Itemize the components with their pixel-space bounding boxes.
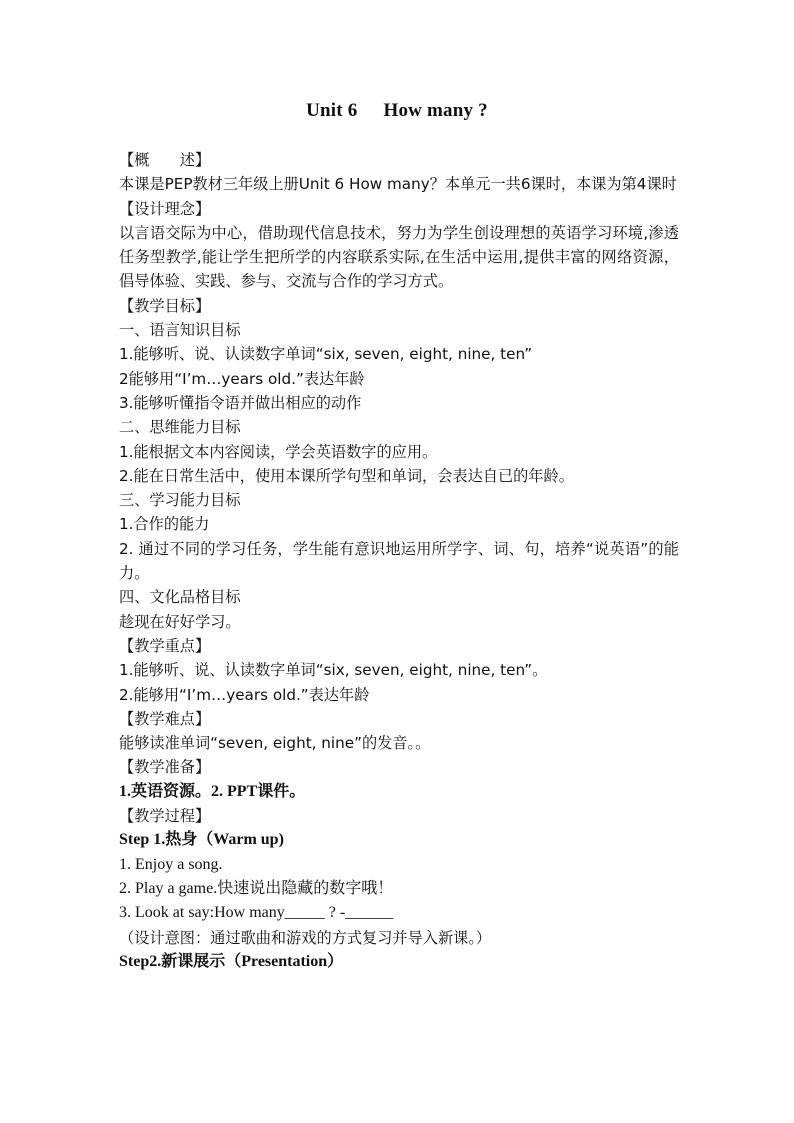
process-item: 2. Play a game.快速说出隐藏的数字哦！ <box>119 879 394 897</box>
thinking-objectives-heading: 二、思维能力目标 <box>119 418 241 437</box>
document-body <box>119 148 679 974</box>
language-objective-item: 1.能够听、说、认读数字单词“six, seven, eight, nine, ten” <box>119 345 533 364</box>
process-heading: 【教学过程】 <box>119 807 211 826</box>
learning-objective-item: 2. 通过不同的学习任务，学生能有意识地运用所学字、词、句，培养“说英语”的能力。 <box>119 539 679 583</box>
process-item: 3. Look at say:How many_____ ? -______ <box>119 904 394 922</box>
preparation-text: 1.英语资源。2. PPT课件。 <box>119 782 306 800</box>
process-item: 1. Enjoy a song. <box>119 855 223 873</box>
key-point-item: 2.能够用“I’m…years old.”表达年龄 <box>119 685 370 704</box>
title-topic: How many ? <box>383 100 488 121</box>
process-design-intent: （设计意图：通过歌曲和游戏的方式复习并导入新课。） <box>119 928 492 947</box>
thinking-objective-item: 2.能在日常生活中，使用本课所学句型和单词，会表达自已的年龄。 <box>119 466 574 485</box>
difficulties-heading: 【教学难点】 <box>119 709 211 728</box>
key-points-heading: 【教学重点】 <box>119 636 211 655</box>
learning-objectives-heading: 三、学习能力目标 <box>119 491 241 510</box>
objectives-heading: 【教学目标】 <box>119 296 211 315</box>
title-unit: Unit 6 <box>306 100 358 121</box>
overview-heading: 【概 述】 <box>119 151 211 169</box>
culture-objectives-heading: 四、文化品格目标 <box>119 588 241 607</box>
overview-text: 本课是PEP教材三年级上册Unit 6 How many？本单元一共6课时，本课为第4课时 <box>119 175 677 194</box>
thinking-objective-item: 1.能根据文本内容阅读，学会英语数字的应用。 <box>119 442 438 461</box>
learning-objective-item: 1.合作的能力 <box>119 515 210 534</box>
design-concept-heading: 【设计理念】 <box>119 199 211 218</box>
preparation-heading: 【教学准备】 <box>119 758 211 777</box>
process-step-2: Step2.新课展示（Presentation） <box>119 952 344 970</box>
language-objectives-heading: 一、语言知识目标 <box>119 321 241 340</box>
culture-objective-text: 趁现在好好学习。 <box>119 612 241 631</box>
key-point-item: 1.能够听、说、认读数字单词“six, seven, eight, nine, ten”。 <box>119 661 548 680</box>
difficulties-text: 能够读准单词“seven, eight, nine”的发音。。 <box>119 734 431 753</box>
language-objective-item: 3.能够听懂指令语并做出相应的动作 <box>119 393 362 412</box>
design-concept-text: 以言语交际为中心，借助现代信息技术，努力为学生创设理想的英语学习环境,渗透任务型教学,能让学生把所学的内容联系实际,在生活中运用,提供丰富的网络资源，倡导体验、实践、参与、交流与合作的学习方式。 <box>119 223 679 291</box>
language-objective-item: 2能够用“I’m…years old.”表达年龄 <box>119 369 365 388</box>
process-step-1: Step 1.热身（Warm up) <box>119 831 284 849</box>
page-title <box>0 100 794 122</box>
